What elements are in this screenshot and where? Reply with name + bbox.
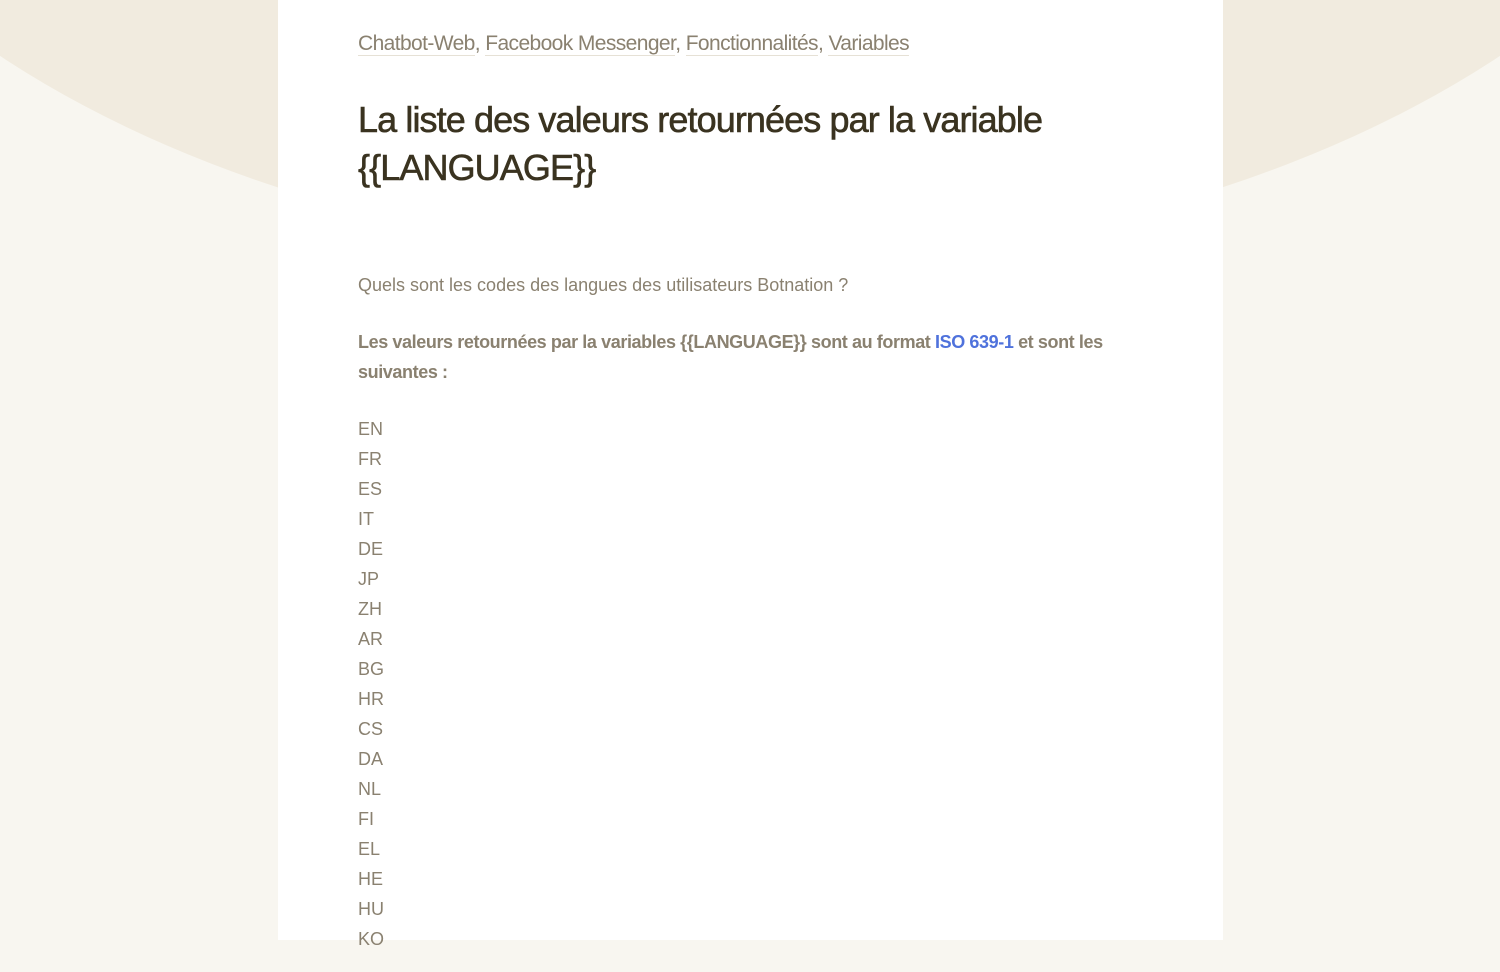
language-code-item: ZH	[358, 599, 382, 619]
language-code-item: CS	[358, 719, 384, 739]
language-code-item: DE	[358, 539, 384, 559]
language-code-item: HR	[358, 689, 384, 709]
language-code-item: KO	[358, 929, 385, 949]
article-card	[278, 0, 1223, 949]
category-links	[358, 30, 1143, 58]
intro-question: Quels sont les codes des langues des utilisateurs Botnation ?	[358, 275, 849, 295]
language-code-item: DA	[358, 749, 384, 769]
lead-paragraph	[358, 327, 1143, 387]
language-code-item: JP	[358, 569, 380, 589]
language-code-item: HE	[358, 869, 384, 889]
language-code-item: NL	[358, 779, 382, 799]
language-code-item: EN	[358, 419, 384, 439]
lead-text-after: et sont les suivantes :	[358, 332, 1103, 382]
page-title-line-1: La liste des valeurs retournées par la variable	[358, 99, 1043, 140]
language-code-item: FR	[358, 449, 382, 469]
language-code-item: AR	[358, 629, 384, 649]
page-title-line-2: {{LANGUAGE}}	[358, 147, 596, 188]
article-content	[358, 0, 1143, 972]
language-code-list	[358, 414, 1143, 954]
iso-639-1-link[interactable]: ISO 639-1	[935, 332, 1014, 352]
category-link-chatbot-web[interactable]: Chatbot-Web	[358, 32, 475, 55]
lead-text-before: Les valeurs retournées par la variables {{LANGUAGE}} sont au format	[358, 332, 936, 352]
language-code-item: ES	[358, 479, 383, 499]
category-separator: ,	[675, 32, 686, 55]
category-separator: ,	[474, 32, 486, 55]
language-code-item: HU	[358, 899, 384, 919]
language-code-item: FI	[358, 809, 374, 829]
language-code-item: BG	[358, 659, 385, 679]
category-link-facebook-messenger[interactable]: Facebook Messenger	[485, 32, 676, 55]
category-link-fonctionnalites[interactable]: Fonctionnalités	[685, 32, 818, 55]
language-code-item: IT	[358, 509, 374, 529]
page-title	[358, 96, 1143, 192]
category-separator: ,	[817, 32, 829, 55]
category-link-variables[interactable]: Variables	[828, 32, 910, 55]
language-code-item: EL	[358, 839, 381, 859]
